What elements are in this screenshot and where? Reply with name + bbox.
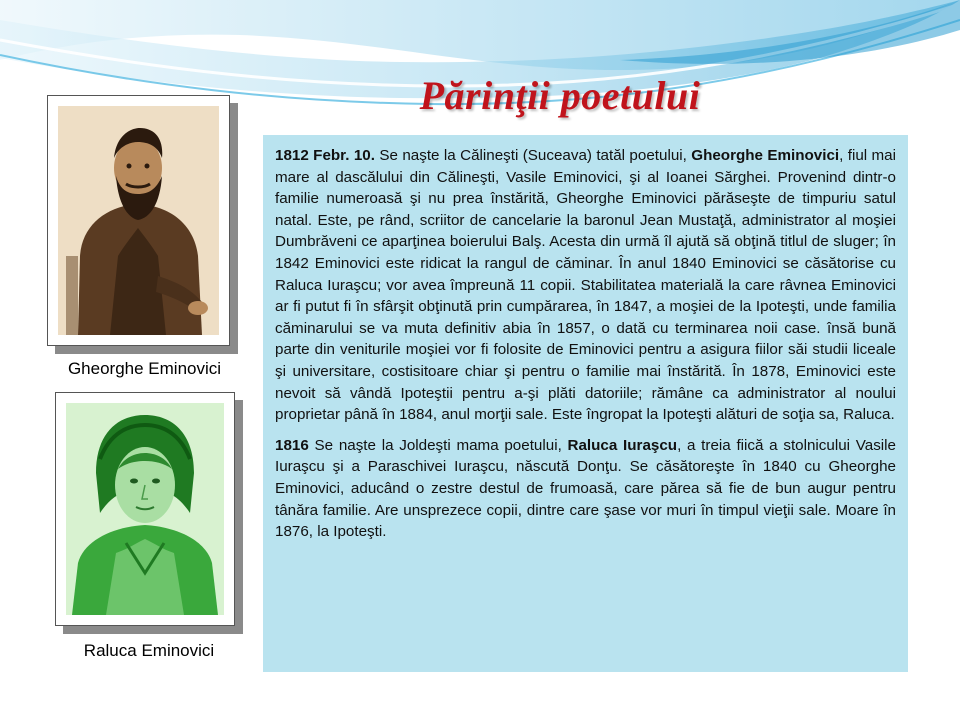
portrait-raluca-caption: Raluca Eminovici	[83, 641, 215, 660]
portrait-gheorghe-image	[58, 106, 219, 335]
portrait-raluca-frame	[55, 392, 235, 626]
portrait-raluca-image	[66, 403, 224, 615]
slide-title: Părinţii poetului	[419, 73, 701, 118]
portrait-gheorghe-frame	[47, 95, 230, 346]
paragraph-text: Se naşte la Călineşti (Suceava) tatăl poetului,	[374, 147, 692, 164]
paragraph-text: , fiul mai mare al dascălului din Călineşti, Vasile Eminovici, şi al Ioanei Sărghei. Provenind dintr-o familie numeroasă şi nu prea înstărită, Gheorghe Eminovici părăseşte de timpuriu satul natal. Este, pe rând, scriitor de cancelarie la baronul Jean Mustaţă, administrator al moşiei Dumbrăveni ce aparţinea boierului Balş. Acesta din urmă îl ajută să obţină titlul de sluger; în 1842 Eminovici este ridicat la rangul de căminar. În anul 1840 Eminovici se căsătorise cu Raluca Iuraşcu; vor avea împreună 11 copii. Stabilitatea materială la care râvnea Eminovici ar fi putut fi în sfârşit obţinută prin cumpărarea, în 1847, a moşiei de la Ipoteşti, unde familia căminarului se va muta definitiv abia în 1857, o dată cu terminarea noii case. însă bună parte din veniturile moşiei vor fi folosite de Eminovici pentru a asigura fiilor săi studii liceale şi universitare, costisitoare chiar şi pentru o familie mai înstărită. În 1878, Eminovici este nevoit să vândă Ipoteştii pentru a-şi plăti datoriile; rămâne ca administrator al noului proprietar până în 1884, anul morţii sale. Este îngropat la Ipoteşti alături de soţia sa, Raluca.	[275, 147, 896, 424]
date-1816: 1816	[275, 436, 309, 454]
paragraph-text: Se naşte la Joldeşti mama poetului,	[308, 436, 568, 454]
paragraph-gheorghe	[275, 145, 896, 426]
date-1812: 1812 Febr. 10.	[275, 147, 375, 164]
biography-text-box	[263, 135, 908, 672]
paragraph-raluca	[275, 435, 896, 543]
name-raluca: Raluca Iuraşcu	[567, 436, 678, 454]
paragraph-text: , a treia fiică a stolnicului Vasile Iuraşcu şi a Paraschivei Iuraşcu, născută Donţu. Se căsătoreşte în 1840 cu Gheorghe Eminovici, aducând o zestre destul de frumoasă, care părea să fie de bun augur pentru tânăra familie. Are unsprezece copii, dintre care şase vor muri în timpul vieţii sale. Moare în 1876, la Ipoteşti.	[275, 436, 896, 541]
portrait-gheorghe-caption: Gheorghe Eminovici	[67, 359, 222, 378]
name-gheorghe: Gheorghe Eminovici	[691, 147, 840, 164]
